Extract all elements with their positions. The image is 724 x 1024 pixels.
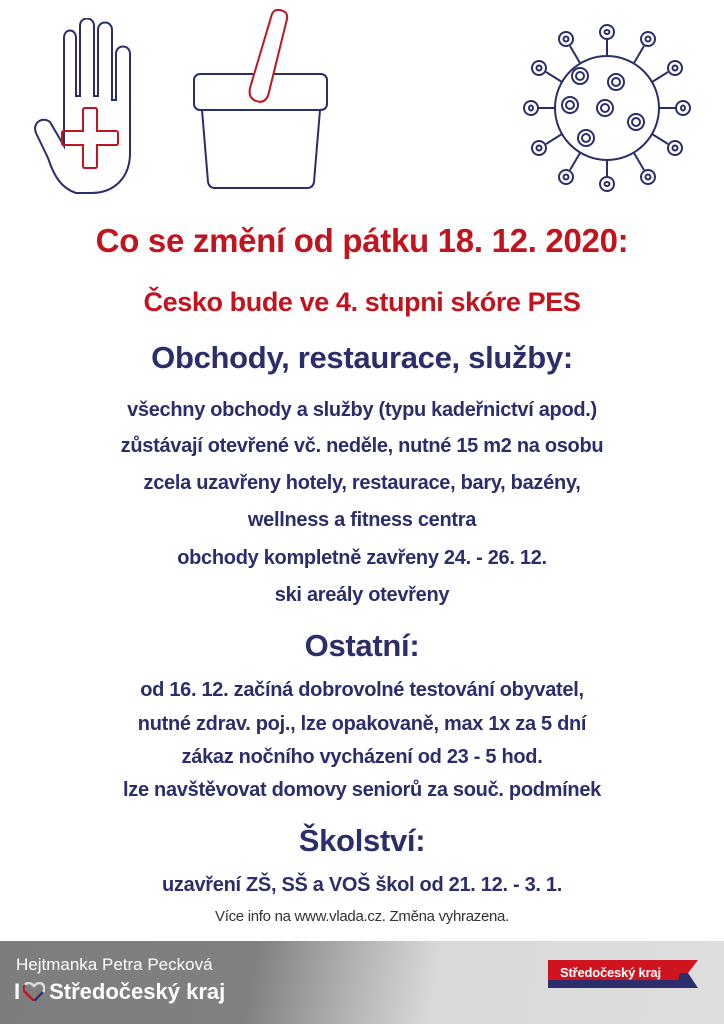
footer-brand bbox=[14, 979, 225, 1005]
section-line: zcela uzavřeny hotely, restaurace, bary, bazény, bbox=[143, 472, 581, 494]
section-line: všechny obchody a služby (typu kadeřnictví apod.) bbox=[127, 399, 597, 421]
page-title: Co se změní od pátku 18. 12. 2020: bbox=[95, 222, 629, 259]
virus-icon bbox=[520, 20, 695, 195]
info-note: Více info na www.vlada.cz. Změna vyhrazena. bbox=[215, 908, 509, 925]
region-logo bbox=[548, 960, 698, 990]
section-line: obchody kompletně zavřeny 24. - 26. 12. bbox=[177, 547, 547, 569]
section-line: wellness a fitness centra bbox=[247, 509, 477, 531]
section-line: lze navštěvovat domovy seniorů za souč. podmínek bbox=[123, 779, 601, 801]
footer-name: Hejtmanka Petra Pecková bbox=[16, 955, 213, 974]
section-line: zákaz nočního vycházení od 23 - 5 hod. bbox=[181, 746, 543, 768]
section-line: nutné zdrav. poj., lze opakovaně, max 1x za 5 dní bbox=[137, 713, 587, 735]
footer-brand-prefix: I bbox=[14, 979, 21, 1004]
page-subtitle: Česko bude ve 4. stupni skóre PES bbox=[143, 287, 581, 317]
icon-row bbox=[0, 0, 724, 215]
section-line: od 16. 12. začíná dobrovolné testování obyvatel, bbox=[140, 679, 584, 701]
heart-icon bbox=[23, 982, 45, 1002]
region-logo-label: Středočeský kraj bbox=[560, 965, 661, 980]
section-heading-schools: Školství: bbox=[298, 823, 426, 858]
section-heading-other: Ostatní: bbox=[304, 628, 420, 663]
section-heading-shops: Obchody, restaurace, služby: bbox=[151, 340, 573, 375]
section-line: zůstávají otevřené vč. neděle, nutné 15 m2 na osobu bbox=[120, 435, 604, 457]
section-line: ski areály otevřeny bbox=[274, 584, 450, 606]
footer-brand-text: Středočeský kraj bbox=[49, 979, 226, 1004]
hand-cross-icon bbox=[28, 18, 138, 198]
shopping-basket-icon bbox=[190, 8, 330, 193]
section-line: uzavření ZŠ, SŠ a VOŠ škol od 21. 12. - 3. 1. bbox=[162, 874, 562, 896]
